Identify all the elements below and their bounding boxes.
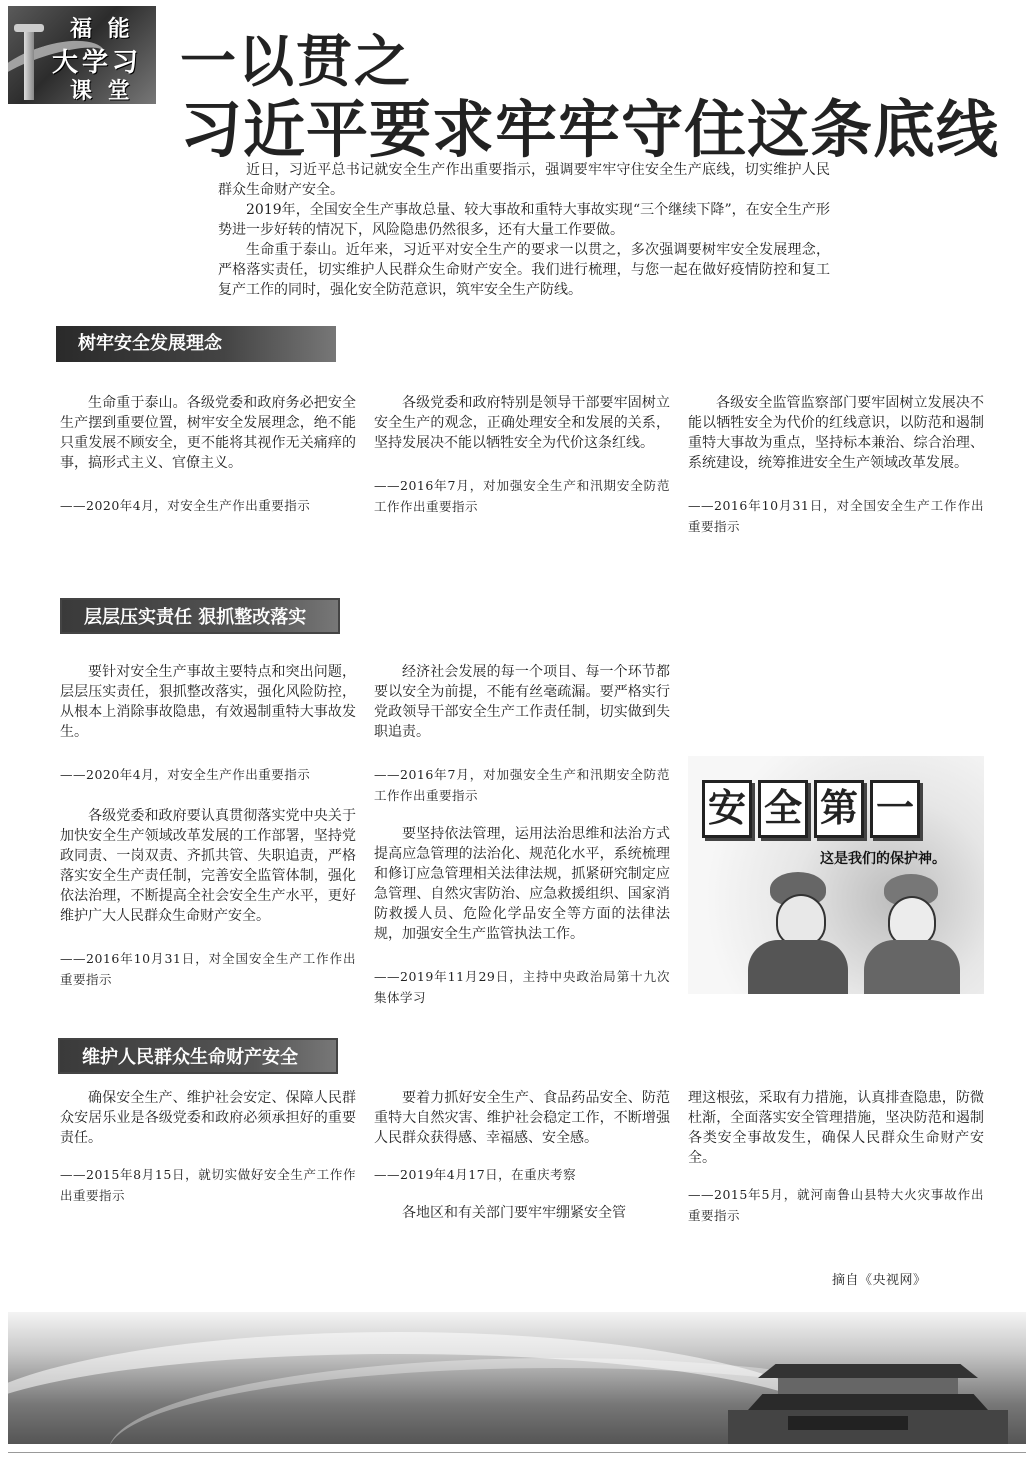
illustration-char: 安 [702,780,752,838]
quote-block [374,1088,670,1223]
quote-block [374,662,670,806]
quote-block [60,662,356,785]
worker-face-icon [888,896,936,946]
quote-source: ——2015年5月，就河南鲁山县特大火灾事故作出重要指示 [688,1187,984,1223]
quote-source: ——2015年8月15日，就切实做好安全生产工作作出重要指示 [60,1167,356,1203]
worker-body-icon [748,940,848,994]
quote-source: ——2016年10月31日，对全国安全生产工作作出重要指示 [688,498,984,534]
huabiao-pillar-icon [24,30,34,100]
quote-source: ——2020年4月，对安全生产作出重要指示 [60,767,311,782]
source-credit: 摘自《央视网》 [832,1273,927,1288]
quote-block [60,1088,356,1206]
quote-block [374,393,670,517]
tiananmen-gate-icon [748,1352,988,1444]
footer-banner [8,1312,1026,1444]
quote-text: 生命重于泰山。各级党委和政府务必把安全生产摆到重要位置，树牢安全发展理念，绝不能只重发展不顾安全，更不能将其视作无关痛痒的事，搞形式主义、官僚主义。 [60,395,356,471]
quote-block [60,393,356,516]
column-logo [8,6,156,104]
quote-source: ——2016年10月31日，对全国安全生产工作作出重要指示 [60,951,356,987]
quote-text: 经济社会发展的每一个项目、每一个环节都要以安全为前提，不能有丝毫疏漏。要严格实行党政领导干部安全生产工作责任制，切实做到失职追责。 [374,664,670,740]
quote-block [374,824,670,1008]
intro-paragraph: 近日，习近平总书记就安全生产作出重要指示，强调要牢牢守住安全生产底线，切实维护人民群众生命财产安全。 [218,162,830,198]
illustration-char: 第 [814,780,864,838]
section-heading-1: 树牢安全发展理念 [56,326,336,362]
logo-line-2: 大学习 [52,48,143,78]
worker-body-icon [864,940,960,994]
section-heading-2: 层层压实责任 狠抓整改落实 [60,598,340,634]
quote-block [688,1088,984,1226]
quote-source: ——2016年7月，对加强安全生产和汛期安全防范工作作出重要指示 [374,478,670,514]
intro-paragraph: 2019年，全国安全生产事故总量、较大事故和重特大事故实现“三个继续下降”，在安全生产形势进一步好转的情况下，风险隐患仍然很多，还有大量工作要做。 [218,202,830,238]
quote-text: 要针对安全生产事故主要特点和突出问题，层层压实责任，狠抓整改落实，强化风险防控，从根本上消除事故隐患，有效遏制重特大事故发生。 [60,664,356,740]
quote-source: ——2019年11月29日，主持中央政治局第十九次集体学习 [374,969,670,1005]
intro-paragraph: 生命重于泰山。近年来，习近平对安全生产的要求一以贯之，多次强调要树牢安全发展理念，严格落实责任，切实维护人民群众生命财产安全。我们进行梳理，与您一起在做好疫情防控和复工复产工作的同时，强化安全防范意识，筑牢安全生产防线。 [218,242,830,298]
quote-source: ——2016年7月，对加强安全生产和汛期安全防范工作作出重要指示 [374,767,670,803]
logo-line-3: 课 堂 [70,79,134,104]
quote-block [688,393,984,537]
quote-text: 各地区和有关部门要牢牢绷紧安全管 [402,1205,626,1221]
section-heading-3: 维护人民群众生命财产安全 [58,1038,338,1074]
quote-text: 要着力抓好安全生产、食品药品安全、防范重特大自然灾害、维护社会稳定工作，不断增强人民群众获得感、幸福感、安全感。 [374,1090,670,1146]
quote-text: 各级安全监管监察部门要牢固树立发展决不能以牺牲安全为代价的红线意识，以防范和遏制重特大事故为重点，坚持标本兼治、综合治理、系统建设，统筹推进安全生产领域改革发展。 [688,395,984,471]
quote-block [60,806,356,990]
logo-line-1: 福 能 [70,17,134,42]
illustration-caption: 这是我们的保护神。 [820,851,946,867]
intro [218,160,830,300]
quote-text: 要坚持依法管理，运用法治思维和法治方式提高应急管理的法治化、规范化水平，系统梳理和修订应急管理相关法律法规，抓紧研究制定应急管理、自然灾害防治、应急救援组织、国家消防救援人员、危险化学品安全等方面的法律法规，加强安全生产监管执法工作。 [374,826,670,942]
illustration-char: 全 [758,780,808,838]
quote-source: ——2020年4月，对安全生产作出重要指示 [60,498,311,513]
quote-text: 各级党委和政府要认真贯彻落实党中央关于加快安全生产领域改革发展的工作部署，坚持党政同责、一岗双责、齐抓共管、失职追责，严格落实安全生产责任制，完善安全监管体制，强化依法治理，不断提高全社会安全生产水平，更好维护广大人民群众生命财产安全。 [60,808,356,924]
bottom-rule [8,1452,1026,1453]
safety-first-illustration [688,756,984,994]
headline-line-1: 一以贯之 [180,30,412,95]
quote-source: ——2019年4月17日，在重庆考察 [374,1167,577,1182]
quote-text: 确保安全生产、维护社会安定、保障人民群众安居乐业是各级党委和政府必须承担好的重要责任。 [60,1090,356,1146]
illustration-char: 一 [870,780,920,838]
worker-face-icon [776,894,826,946]
quote-text-continued: 理这根弦，采取有力措施，认真排查隐患，防微杜渐，全面落实安全管理措施，坚决防范和遏制各类安全事故发生，确保人民群众生命财产安全。 [688,1090,984,1166]
quote-text: 各级党委和政府特别是领导干部要牢固树立安全生产的观念，正确处理安全和发展的关系，坚持发展决不能以牺牲安全为代价这条红线。 [374,395,670,451]
headline-line-2: 习近平要求牢牢守住这条底线 [180,93,1000,166]
